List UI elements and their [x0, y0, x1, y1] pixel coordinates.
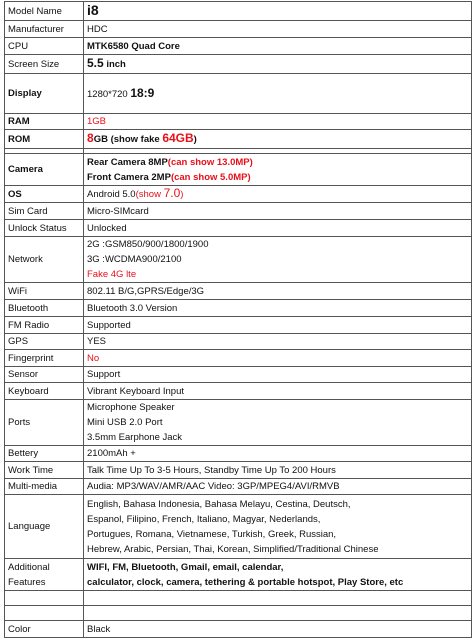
table-row-multimedia: [5, 479, 472, 495]
language-line: English, Bahasa Indonesia, Bahasa Melayu, Cestina, Deutsch,: [87, 498, 351, 510]
table-row-ports: [5, 400, 472, 446]
feature-line: WIFI, FM, Bluetooth, Gmail, email, calendar,: [87, 561, 284, 573]
port-jack: 3.5mm Earphone Jack: [87, 432, 183, 443]
row-label: Screen Size: [5, 55, 84, 74]
row-label: Sensor: [5, 367, 84, 383]
row-value: HDC: [84, 21, 472, 38]
row-label: Network: [5, 237, 84, 283]
row-value: 802.11 B/G,GPRS/Edge/3G: [84, 283, 472, 300]
row-label: Additional Features: [5, 559, 84, 591]
row-value: Black: [84, 621, 472, 638]
row-value: [84, 559, 472, 591]
table-row-keyboard: [5, 383, 472, 400]
os-version: Android 5.0: [87, 189, 136, 200]
table-row-blank: [5, 606, 472, 621]
spec-table: [4, 1, 472, 638]
table-row-camera: [5, 154, 472, 186]
row-label: Manufacturer: [5, 21, 84, 38]
row-value: Audia: MP3/WAV/AMR/AAC Video: 3GP/MPEG4/AVI/RMVB: [84, 479, 472, 495]
row-label: Display: [5, 74, 84, 114]
model-value: i8: [87, 1, 99, 18]
row-label: Multi-media: [5, 479, 84, 495]
row-value: 2100mAh +: [84, 446, 472, 462]
row-value: Unlocked: [84, 220, 472, 237]
row-label: Camera: [5, 154, 84, 186]
row-value: [84, 237, 472, 283]
table-row-network: [5, 237, 472, 283]
row-label: Model Name: [5, 2, 84, 21]
rom-size: 8: [87, 131, 94, 145]
row-label: Bluetooth: [5, 300, 84, 317]
port-speaker: Microphone Speaker: [87, 402, 175, 413]
row-value: [84, 495, 472, 559]
network-4g: Fake 4G lte: [87, 269, 137, 280]
row-value: Support: [84, 367, 472, 383]
row-label: Ports: [5, 400, 84, 446]
row-label: WiFi: [5, 283, 84, 300]
row-value: No: [84, 350, 472, 367]
table-row-manufacturer: [5, 21, 472, 38]
table-row-bluetooth: [5, 300, 472, 317]
table-row-language: [5, 495, 472, 559]
table-row-additional: [5, 559, 472, 591]
camera-rear: Rear Camera 8MP(can show 13.0MP): [87, 156, 253, 168]
row-value: Supported: [84, 317, 472, 334]
screen-size-value: 5.5: [87, 56, 104, 70]
rom-fake-size: 64GB: [162, 131, 194, 145]
language-line: Hebrew, Arabic, Persian, Thai, Korean, Simplified/Traditional Chinese: [87, 543, 379, 555]
row-value: Bluetooth 3.0 Version: [84, 300, 472, 317]
row-value: Talk Time Up To 3-5 Hours, Standby Time Up To 200 Hours: [84, 462, 472, 479]
row-label: OS: [5, 186, 84, 203]
table-row-blank: [5, 591, 472, 606]
row-value: Android 5.0(show 7.0): [84, 186, 472, 203]
row-value: [84, 130, 472, 149]
table-row-fm: [5, 317, 472, 334]
row-value: YES: [84, 334, 472, 350]
row-value: [84, 2, 472, 21]
row-label: Keyboard: [5, 383, 84, 400]
os-fake-version: 7.0: [163, 186, 181, 200]
row-value: [84, 400, 472, 446]
row-label: ROM: [5, 130, 84, 149]
table-row-unlock: [5, 220, 472, 237]
rom-close: ): [193, 134, 197, 145]
row-label: Fingerprint: [5, 350, 84, 367]
row-label: RAM: [5, 114, 84, 130]
camera-front: Front Camera 2MP(can show 5.0MP): [87, 171, 251, 183]
row-value: Vibrant Keyboard Input: [84, 383, 472, 400]
table-row-model: [5, 2, 472, 21]
language-line: Portugues, Romana, Vietnamese, Turkish, Greek, Russian,: [87, 528, 337, 540]
table-row-rom: [5, 130, 472, 149]
table-row-sensor: [5, 367, 472, 383]
port-usb: Mini USB 2.0 Port: [87, 417, 163, 428]
row-value: [84, 74, 472, 114]
display-ratio: 18:9: [130, 85, 155, 100]
row-label: Color: [5, 621, 84, 638]
feature-line: calculator, clock, camera, tethering & portable hotspot, Play Store, etc: [87, 576, 404, 588]
row-value: Micro-SIMcard: [84, 203, 472, 220]
row-label: Language: [5, 495, 84, 559]
row-label: GPS: [5, 334, 84, 350]
table-row-battery: [5, 446, 472, 462]
table-row-fingerprint: [5, 350, 472, 367]
row-label: Sim Card: [5, 203, 84, 220]
row-value: [84, 55, 472, 74]
rom-text: GB (show fake: [93, 134, 163, 145]
table-row-screen: [5, 55, 472, 74]
table-row-gps: [5, 334, 472, 350]
row-label: Bettery: [5, 446, 84, 462]
network-3g: 3G :WCDMA900/2100: [87, 254, 182, 265]
row-label: Work Time: [5, 462, 84, 479]
table-row-os: [5, 186, 472, 203]
table-row-sim: [5, 203, 472, 220]
network-2g: 2G :GSM850/900/1800/1900: [87, 239, 209, 250]
table-row-cpu: [5, 38, 472, 55]
row-label: Unlock Status: [5, 220, 84, 237]
table-row-color: [5, 621, 472, 638]
table-row-display: [5, 74, 472, 114]
row-label: CPU: [5, 38, 84, 55]
table-row-worktime: [5, 462, 472, 479]
table-row-ram: [5, 114, 472, 130]
screen-size-unit: inch: [103, 59, 126, 70]
row-value: 1GB: [84, 114, 472, 130]
language-line: Espanol, Filipino, French, Italiano, Magyar, Nederlands,: [87, 513, 321, 525]
display-resolution: 1280*720: [87, 88, 128, 100]
row-value: [84, 154, 472, 186]
row-value: MTK6580 Quad Core: [84, 38, 472, 55]
row-label: FM Radio: [5, 317, 84, 334]
table-row-wifi: [5, 283, 472, 300]
